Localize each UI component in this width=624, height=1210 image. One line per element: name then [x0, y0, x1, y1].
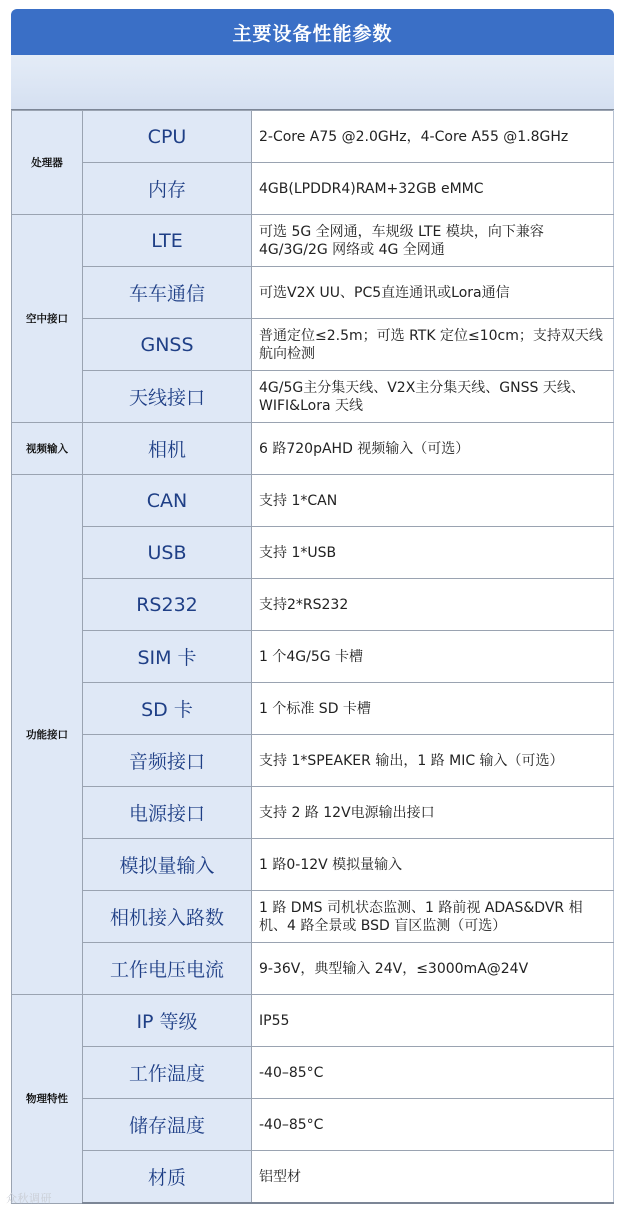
feature-label: 内存 — [83, 163, 252, 215]
feature-label: 电源接口 — [83, 787, 252, 839]
feature-value: 1 路 DMS 司机状态监测、1 路前视 ADAS&DVR 相机、4 路全景或 BSD 盲区监测（可选） — [252, 891, 614, 943]
feature-value: 铝型材 — [252, 1151, 614, 1204]
feature-label: 材质 — [83, 1151, 252, 1204]
table-row — [12, 371, 614, 423]
feature-label: 相机接入路数 — [83, 891, 252, 943]
feature-value: -40–85°C — [252, 1047, 614, 1099]
table-row — [12, 943, 614, 995]
table-row — [12, 475, 614, 527]
feature-label: IP 等级 — [83, 995, 252, 1047]
table-row — [12, 1099, 614, 1151]
feature-label: 工作温度 — [83, 1047, 252, 1099]
group-label-function-interface: 功能接口 — [12, 475, 83, 995]
group-label-processor: 处理器 — [12, 111, 83, 215]
group-label-video-input: 视频输入 — [12, 423, 83, 475]
table-row — [12, 267, 614, 319]
table-row — [12, 527, 614, 579]
table-row — [12, 1151, 614, 1204]
feature-label: 音频接口 — [83, 735, 252, 787]
table-row — [12, 1047, 614, 1099]
feature-value: IP55 — [252, 995, 614, 1047]
feature-value: 1 个4G/5G 卡槽 — [252, 631, 614, 683]
feature-label: SD 卡 — [83, 683, 252, 735]
feature-label: CPU — [83, 111, 252, 163]
feature-label: 天线接口 — [83, 371, 252, 423]
feature-value: 可选 5G 全网通，车规级 LTE 模块，向下兼容 4G/3G/2G 网络或 4G 全网通 — [252, 215, 614, 267]
table-row — [12, 163, 614, 215]
watermark-text: 众秋调研 — [6, 1192, 52, 1205]
feature-value: 2-Core A75 @2.0GHz，4-Core A55 @1.8GHz — [252, 111, 614, 163]
table-row — [12, 319, 614, 371]
table-row — [12, 579, 614, 631]
feature-label: 车车通信 — [83, 267, 252, 319]
feature-label: RS232 — [83, 579, 252, 631]
table-row — [12, 735, 614, 787]
feature-value: 1 个标准 SD 卡槽 — [252, 683, 614, 735]
feature-label: 储存温度 — [83, 1099, 252, 1151]
feature-value: 支持2*RS232 — [252, 579, 614, 631]
feature-value: -40–85°C — [252, 1099, 614, 1151]
feature-value: 6 路720pAHD 视频输入（可选） — [252, 423, 614, 475]
spec-sheet — [11, 9, 614, 1204]
group-label-air-interface: 空中接口 — [12, 215, 83, 423]
feature-label: SIM 卡 — [83, 631, 252, 683]
table-row — [12, 631, 614, 683]
feature-value: 普通定位≤2.5m；可选 RTK 定位≤10cm；支持双天线 航向检测 — [252, 319, 614, 371]
table-row — [12, 683, 614, 735]
group-label-physical: 物理特性 — [12, 995, 83, 1204]
table-row — [12, 995, 614, 1047]
feature-value: 支持 1*USB — [252, 527, 614, 579]
feature-value: 支持 2 路 12V电源输出接口 — [252, 787, 614, 839]
table-row — [12, 787, 614, 839]
feature-value: 可选V2X UU、PC5直连通讯或Lora通信 — [252, 267, 614, 319]
feature-value: 9-36V，典型输入 24V，≤3000mA@24V — [252, 943, 614, 995]
table-row — [12, 215, 614, 267]
spec-table — [11, 110, 614, 1204]
table-row — [12, 839, 614, 891]
feature-label: CAN — [83, 475, 252, 527]
table-row — [12, 891, 614, 943]
page-title: 主要设备性能参数 — [11, 9, 614, 55]
table-row — [12, 423, 614, 475]
feature-label: LTE — [83, 215, 252, 267]
feature-label: 工作电压电流 — [83, 943, 252, 995]
feature-value: 支持 1*SPEAKER 输出，1 路 MIC 输入（可选） — [252, 735, 614, 787]
feature-label: 模拟量输入 — [83, 839, 252, 891]
feature-label: GNSS — [83, 319, 252, 371]
feature-value: 4G/5G主分集天线、V2X主分集天线、GNSS 天线、WIFI&Lora 天线 — [252, 371, 614, 423]
feature-value: 4GB(LPDDR4)RAM+32GB eMMC — [252, 163, 614, 215]
feature-value: 1 路0-12V 模拟量输入 — [252, 839, 614, 891]
subheader-band — [11, 55, 614, 110]
feature-label: 相机 — [83, 423, 252, 475]
feature-value: 支持 1*CAN — [252, 475, 614, 527]
table-row — [12, 111, 614, 163]
feature-label: USB — [83, 527, 252, 579]
